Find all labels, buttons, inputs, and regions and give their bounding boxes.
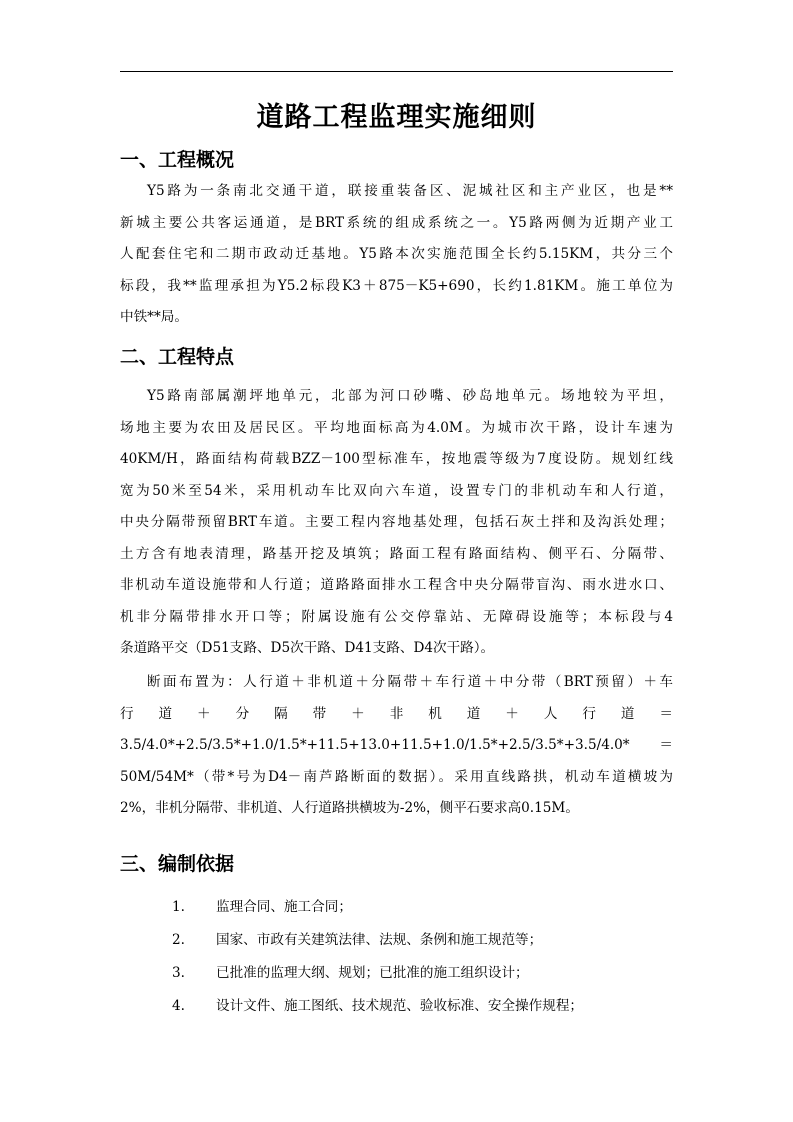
- section-heading-features: 二、工程特点: [120, 346, 235, 368]
- text-line: 行 道 ＋ 分 隔 带 ＋ 非 机 道 ＋ 人 行 道 ＝: [120, 705, 673, 722]
- text-line: Y5路南部属潮坪地单元，北部为河口砂嘴、砂岛地单元。场地较为平坦，: [147, 388, 673, 404]
- text-line: 新城主要公共客运通道，是BRT系统的组成系统之一。Y5路两侧为近期产业工: [120, 214, 673, 231]
- text-line: 3.5/4.0*+2.5/3.5*+1.0/1.5*+11.5+13.0+11.5+1.0/1.5*+2.5/3.5*+3.5/4.0* ＝: [120, 737, 673, 753]
- text-line: 40KM/H，路面结构荷载BZZ－100型标准车，按地震等级为7度设防。规划红线: [120, 451, 673, 467]
- list-text: 监理合同、施工合同；: [216, 899, 352, 915]
- text-line: 条道路平交（D51支路、D5次干路、D41支路、D4次干路）。: [120, 640, 495, 656]
- paragraph-features: [120, 381, 673, 665]
- section-heading-basis: 三、编制依据: [120, 853, 235, 875]
- text-line: Y5路为一条南北交通干道，联接重装备区、泥城社区和主产业区，也是**: [147, 183, 673, 199]
- list-text: 设计文件、施工图纸、技术规范、验收标准、安全操作规程；: [216, 998, 584, 1014]
- list-number: 4.: [172, 998, 185, 1014]
- list-number: 1.: [172, 899, 185, 915]
- text-line: 断面布置为：人行道＋非机道＋分隔带＋车行道＋中分带（BRT预留）＋车: [147, 674, 673, 690]
- list-number: 2.: [172, 932, 185, 948]
- text-line: 人配套住宅和二期市政动迁基地。Y5路本次实施范围全长约5.15KM，共分三个: [120, 246, 673, 262]
- list-item: [172, 963, 529, 983]
- header-rule: [120, 71, 673, 72]
- text-line: 宽为50米至54米，采用机动车比双向六车道，设置专门的非机动车和人行道，: [120, 482, 673, 499]
- text-line: 标段，我**监理承担为Y5.2标段K3＋875－K5+690，长约1.81KM。施工单位为: [120, 277, 673, 294]
- list-text: 国家、市政有关建筑法律、法规、条例和施工规范等；: [216, 932, 543, 948]
- text-line: 非机动车道设施带和人行道；道路路面排水工程含中央分隔带盲沟、雨水进水口、: [120, 577, 673, 593]
- text-line: 土方含有地表清理，路基开挖及填筑；路面工程有路面结构、侧平石、分隔带、: [120, 545, 673, 562]
- section-heading-overview: 一、工程概况: [120, 149, 235, 171]
- list-item: [172, 930, 542, 950]
- list-item: [172, 897, 352, 917]
- paragraph-cross-section: [120, 667, 673, 825]
- text-line: 50M/54M*（带*号为D4－南芦路断面的数据）。采用直线路拱，机动车道横坡为: [120, 768, 673, 785]
- text-line: 中央分隔带预留BRT车道。主要工程内容地基处理，包括石灰土拌和及沟浜处理；: [120, 514, 673, 530]
- paragraph-overview: [120, 176, 673, 334]
- text-line: 中铁**局。: [120, 309, 188, 325]
- text-line: 场地主要为农田及居民区。平均地面标高为4.0M。为城市次干路，设计车速为: [120, 419, 673, 436]
- text-line: 机非分隔带排水开口等；附属设施有公交停靠站、无障碍设施等；本标段与4: [120, 608, 673, 625]
- text-line: 2%，非机分隔带、非机道、人行道路拱横坡为-2%，侧平石要求高0.15M。: [120, 800, 579, 816]
- document-title: 道路工程监理实施细则: [256, 102, 537, 133]
- list-item: [172, 996, 583, 1016]
- list-text: 已批准的监理大纲、规划；已批准的施工组织设计；: [216, 965, 529, 981]
- list-number: 3.: [172, 965, 185, 981]
